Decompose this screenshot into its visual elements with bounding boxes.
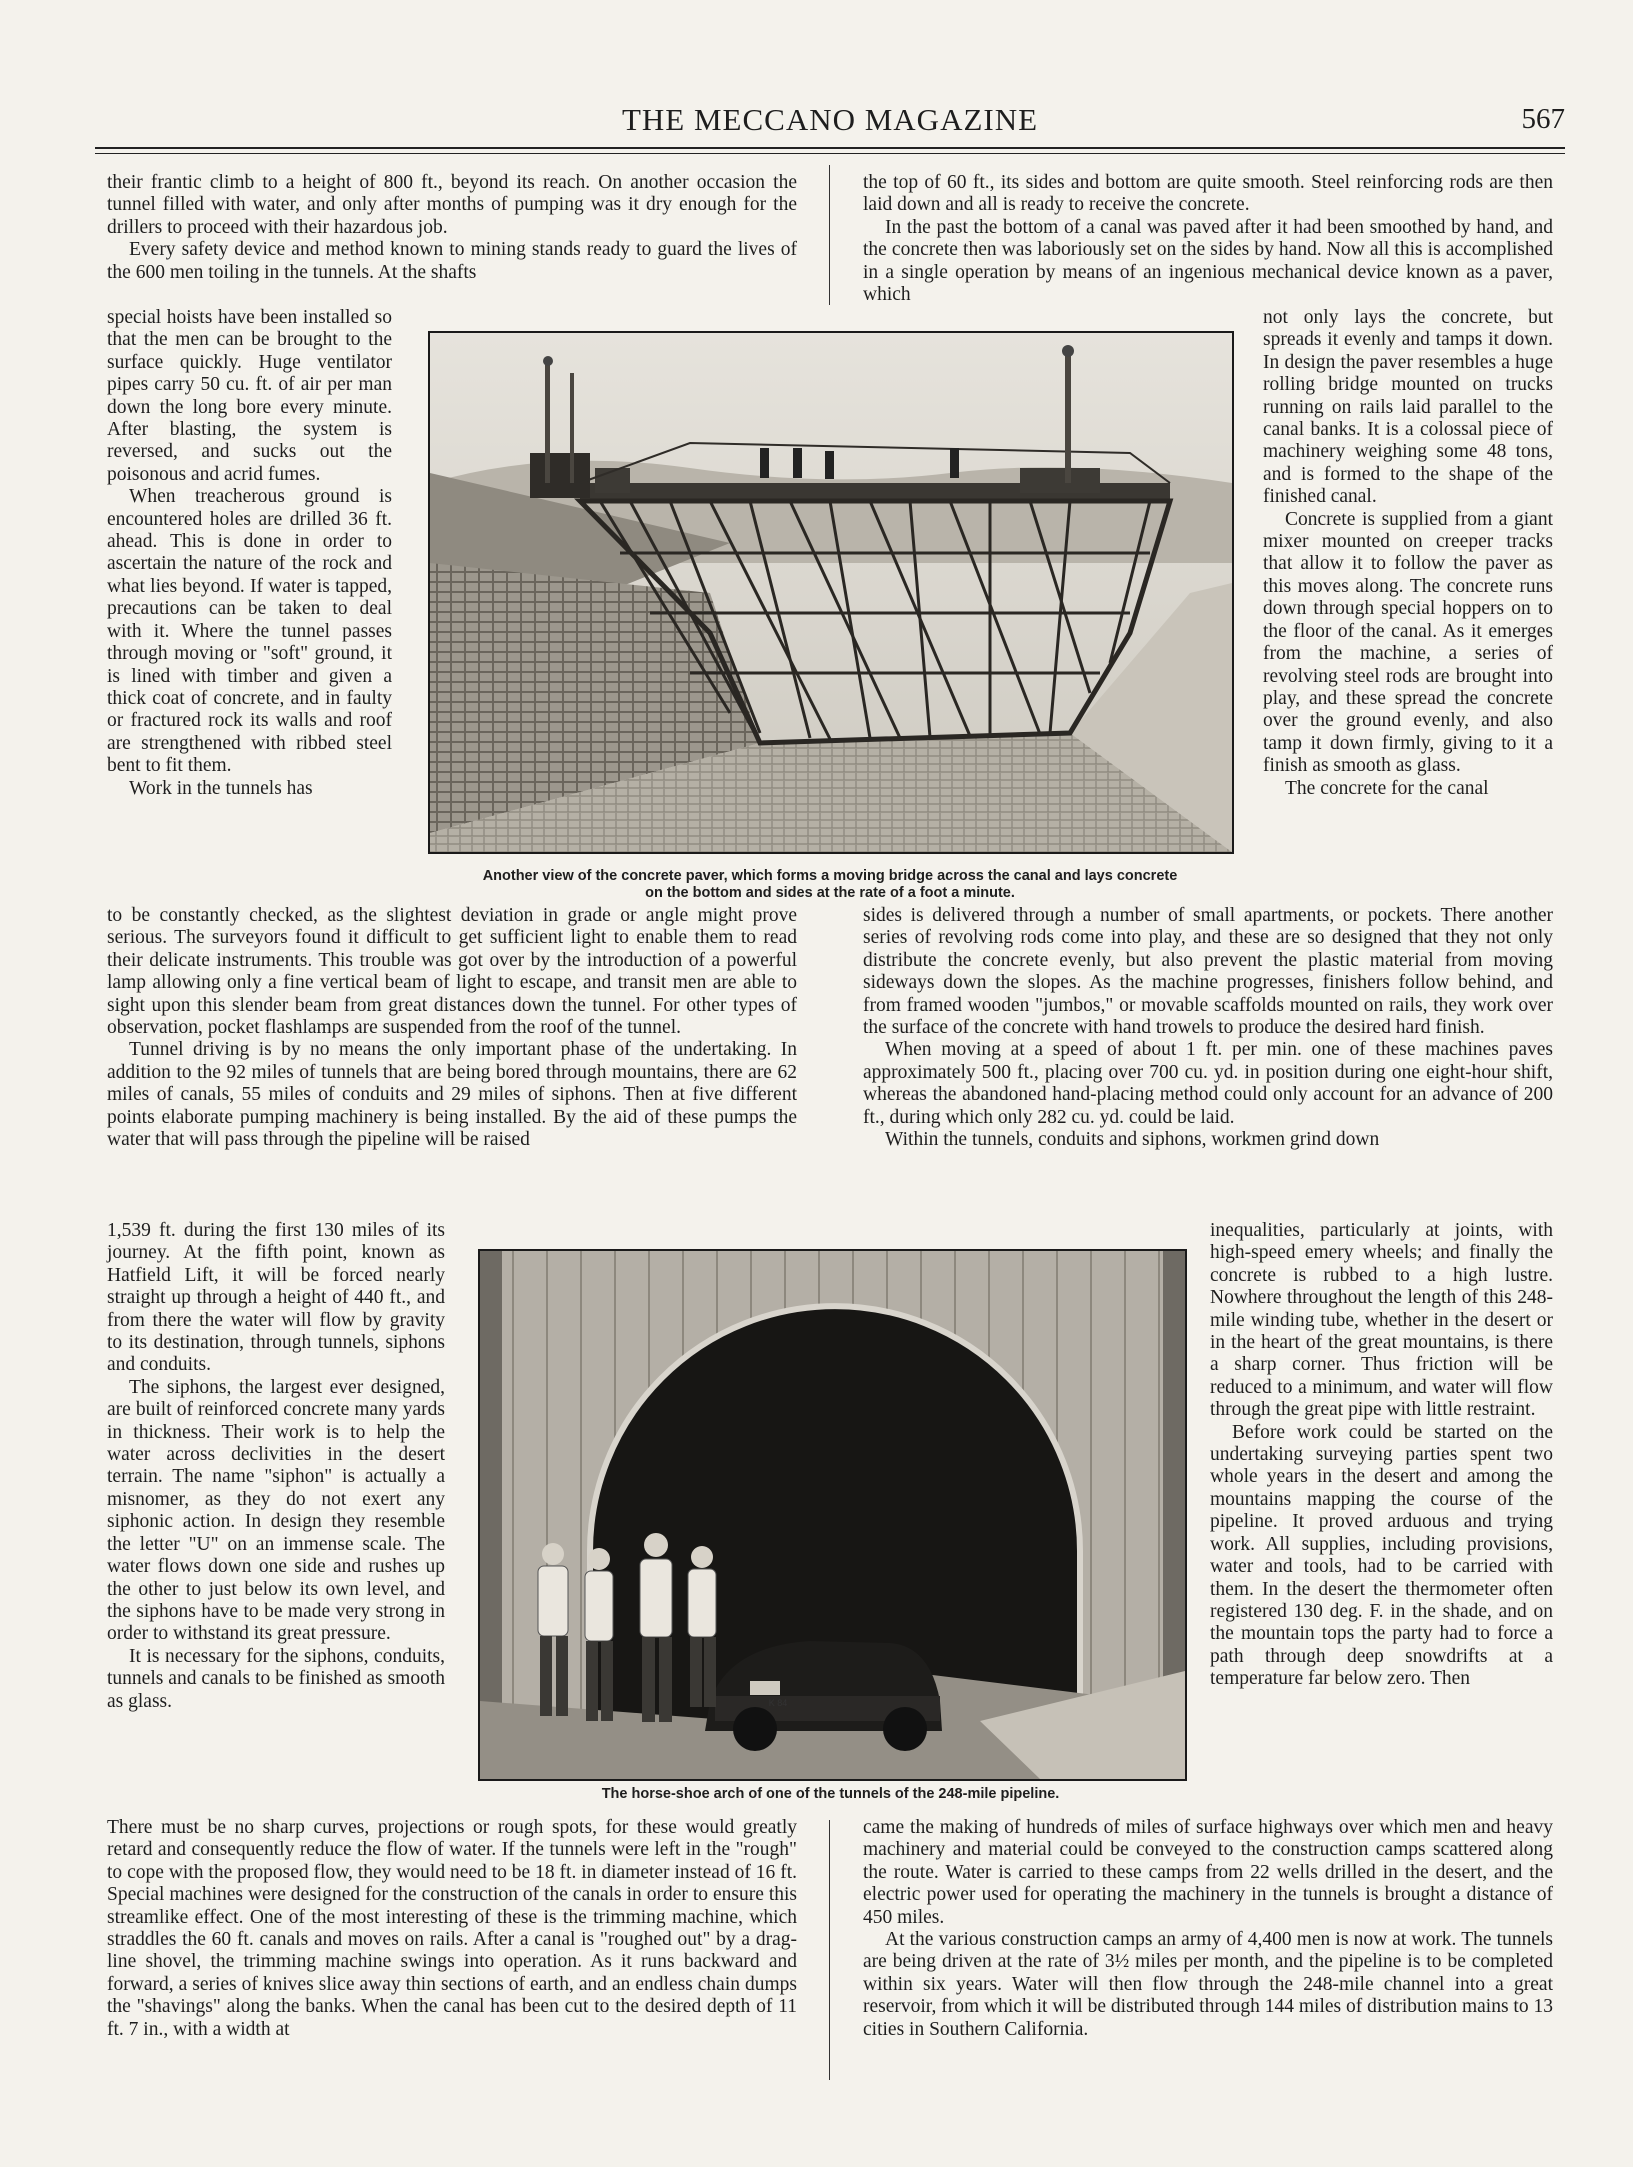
paragraph: There must be no sharp curves, projections or rough spots, for these would greatly retard and consequently reduce the flow of water. If the tunnels were left in the "rough" to cope with the proposed flow, they would need to be 18 ft. in diameter instead of 16 ft. Special machines were designed for the construction of the canals in order to ensure this streamlike effect. One of the most interesting of these is the trimming machine, which straddles the 60 ft. canals and moves on rails. After a canal is "roughed out" by a drag-line shovel, the trimming machine swings into operation. As it runs backward and forward, a series of knives slice away thin sections of earth, and an endless chain dumps the "shavings" along the banks. When the canal has been cut to the desired depth of 11 ft. 7 in., with a width at [107, 1817, 797, 2040]
paragraph: special hoists have been installed so that the men can be brought to the surface quickly. Huge ventilator pipes carry 50 cu. ft. of air per man down the long bore every minute. After blasting, the system is reversed, and sucks out the poisonous and acrid fumes. [107, 307, 392, 485]
right-column-bottom [863, 1817, 1553, 2041]
paragraph: their frantic climb to a height of 800 ft., beyond its reach. On another occasion the tunnel filled with water, and only after months of pumping was it dry enough for the drillers to proceed with their hazardous job. [107, 172, 797, 238]
paragraph: The siphons, the largest ever designed, are built of reinforced concrete many yards in thickness. Their work is to help the water across declivities in the desert terrain. The name "siphon" is actually a misnomer, as they do not exert any siphonic action. In design they resemble the letter "U" on an immense scale. The water flows down one side and rushes up the other to just below its own level, and the siphons have to be made very strong in order to withstand its great pressure. [107, 1376, 445, 1645]
paragraph: At the various construction camps an army of 4,400 men is now at work. The tunnels are being driven at the rate of 3½ miles per month, and the pipeline is to be completed within six years. Water will then flow through the 248-mile channel into a great reservoir, from which it will be distributed through 144 miles of distribution mains to 13 cities in Southern California. [863, 1929, 1553, 2040]
paragraph: When treacherous ground is encountered holes are drilled 36 ft. ahead. This is done in order to ascertain the nature of the rock and what lies beyond. If water is tapped, precautions can be taken to deal with it. Where the tunnel passes through moving or "soft" ground, it is lined with timber and given a thick coat of concrete, and in faulty or fractured rock its walls and roof are strengthened with ribbed steel bent to fit them. [107, 486, 392, 777]
caption-line: Another view of the concrete paver, which forms a moving bridge across the canal and lays concrete [482, 868, 1178, 884]
right-column-beside-photo2 [1210, 1220, 1553, 1691]
paver-photo-image [430, 333, 1232, 852]
left-column-middle [107, 905, 797, 1151]
left-column-beside-photo2 [107, 1220, 445, 1713]
paragraph: Before work could be started on the undertaking surveying parties spent two whole years in the desert and among the mountains mapping the course of the pipeline. It proved arduous and trying work. All supplies, including provisions, water and tools, had to be carried with them. In the desert the thermometer often registered 130 deg. F. in the shade, and on the mountain tops the party had to force a path through deep snowdrifts at a temperature far below zero. Then [1210, 1421, 1553, 1690]
page-number: 567 [1521, 103, 1565, 135]
paragraph: sides is delivered through a number of small apartments, or pockets. There another series of revolving rods come into play, and these are so designed that they not only distribute the concrete evenly, but also prevent the plastic material from moving sideways down the slopes. As the machine progresses, finishers follow behind, and from framed wooden "jumbos," or movable scaffolds mounted on rails, they work over the surface of the concrete with hand trowels to produce the desired hard finish. [863, 905, 1553, 1039]
paragraph: Tunnel driving is by no means the only important phase of the undertaking. In addition to the 92 miles of tunnels that are being bored through mountains, there are 62 miles of canals, 55 miles of conduits and 29 miles of siphons. Then at five different points elaborate pumping machinery is being installed. By the aid of these pumps the water that will pass through the pipeline will be raised [107, 1039, 797, 1151]
paragraph: Within the tunnels, conduits and siphons, workmen grind down [885, 1129, 1380, 1151]
paragraph: 1,539 ft. during the first 130 miles of its journey. At the fifth point, known as Hatfield Lift, it will be forced nearly straight up through a height of 440 ft., and from there the water will flow by gravity to its destination, through tunnels, siphons and conduits. [107, 1220, 445, 1376]
paragraph: inequalities, particularly at joints, with high-speed emery wheels; and finally the concrete is rubbed to a high lustre. Nowhere throughout the length of this 248-mile winding tube, whether in the desert or in the heart of the great mountains, is there a sharp corner. Thus friction will be reduced to a minimum, and water will flow through the great pipe with little restraint. [1210, 1220, 1553, 1421]
paver-photo [428, 331, 1234, 854]
header-rule-thin [95, 153, 1565, 154]
paragraph: the top of 60 ft., its sides and bottom are quite smooth. Steel reinforcing rods are then laid down and all is ready to receive the concrete. [863, 172, 1553, 216]
column-divider [829, 165, 830, 305]
paragraph: Every safety device and method known to mining stands ready to guard the lives of the 600 men toiling in the tunnels. At the shafts [107, 239, 797, 283]
column-divider [829, 1820, 830, 2080]
paver-photo-caption [400, 868, 1260, 902]
paragraph: In the past the bottom of a canal was paved after it had been smoothed by hand, and the concrete then was laboriously set on the sides by hand. Now all this is accomplished in a single operation by means of an ingenious mechanical device known as a paver, which [863, 216, 1553, 306]
paragraph: The concrete for the canal [1285, 777, 1489, 799]
header-rule [95, 147, 1565, 149]
paragraph: Concrete is supplied from a giant mixer mounted on creeper tracks that allow it to follow the paver as this moves along. The concrete runs down through special hoppers on to the floor of the canal. As it emerges from the machine, a series of revolving steel rods are brought into play, and these spread the concrete over the ground evenly, and also tamp it down firmly, giving to it a finish as smooth as glass. [1263, 508, 1553, 777]
paragraph: When moving at a speed of about 1 ft. per min. one of these machines paves approximately 500 ft., placing over 700 cu. yd. in position during one eight-hour shift, whereas the abandoned hand-placing method could only account for an advance of 200 ft., during which only 282 cu. yd. could be laid. [863, 1039, 1553, 1128]
paragraph: It is necessary for the siphons, conduits, tunnels and canals to be finished as smooth as glass. [107, 1645, 445, 1712]
tunnel-arch-photo [478, 1249, 1187, 1781]
magazine-title: THE MECCANO MAGAZINE [621, 102, 1039, 137]
right-column-beside-photo1 [1263, 307, 1553, 800]
tunnel-arch-photo-image [480, 1251, 1185, 1779]
left-column-bottom [107, 1817, 797, 2041]
left-column-top [107, 172, 797, 284]
paragraph: not only lays the concrete, but spreads it evenly and tamps it down. In design the paver resembles a huge rolling bridge mounted on trucks running on rails laid parallel to the canal banks. It is a colossal piece of machinery weighing some 48 tons, and is formed to the shape of the finished canal. [1263, 307, 1553, 508]
left-column-beside-photo1 [107, 307, 392, 800]
caption-line: on the bottom and sides at the rate of a foot a minute. [645, 885, 1015, 901]
license-plate: K 84 [768, 1698, 788, 1708]
paragraph: came the making of hundreds of miles of surface highways over which men and heavy machinery and material could be conveyed to the construction camps scattered along the route. Water is carried to these camps from 22 wells drilled in the desert, and the electric power used for operating the machinery in the tunnels is brought a distance of 450 miles. [863, 1817, 1553, 1928]
paragraph: to be constantly checked, as the slightest deviation in grade or angle might prove serious. The surveyors found it difficult to get sufficient light to enable them to read their delicate instruments. This trouble was got over by the introduction of a powerful lamp allowing only a fine vertical beam of light to escape, and transit men are able to sight upon this slender beam from great distances down the tunnel. For other types of observation, pocket flashlamps are suspended from the roof of the tunnel. [107, 905, 797, 1039]
tunnel-arch-caption: The horse-shoe arch of one of the tunnels of the 248-mile pipeline. [601, 1786, 1060, 1802]
page-header [95, 102, 1565, 146]
right-column-middle [863, 905, 1553, 1151]
right-column-top [863, 172, 1553, 306]
paragraph: Work in the tunnels has [129, 777, 313, 799]
